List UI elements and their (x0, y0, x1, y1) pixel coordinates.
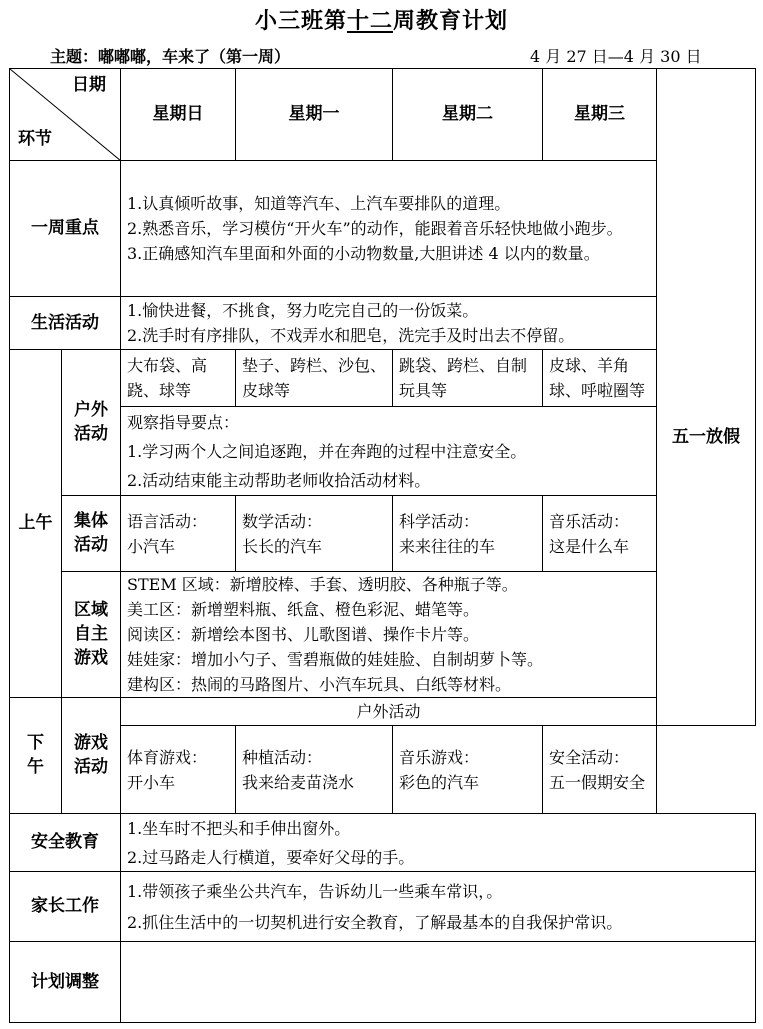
holiday-cell: 五一放假 (657, 69, 756, 726)
day-monday: 星期一 (236, 69, 393, 161)
safety-content (121, 814, 756, 872)
group-item-wednesday: 音乐活动： 这是什么车 (543, 496, 657, 572)
life-row (10, 297, 756, 350)
weekly-focus-label: 一周重点 (10, 161, 121, 297)
day-wednesday: 星期三 (543, 69, 657, 161)
afternoon-outdoor-header: 户外活动 (121, 698, 657, 726)
outdoor-material-sunday: 大布袋、高跷、球等 (121, 350, 236, 407)
area-line: STEM 区域：新增胶棒、手套、透明胶、各种瓶子等。 (127, 575, 518, 594)
group-label: 集体活动 (62, 496, 121, 572)
outdoor-label: 户外活动 (62, 350, 121, 496)
weekly-focus-line: 2.熟悉音乐，学习模仿“开火车”的动作，能跟着音乐轻快地做小跑步。 (127, 219, 623, 238)
parents-line: 2.抓住生活中的一切契机进行安全教育，了解最基本的自我保护常识。 (127, 912, 623, 932)
guide-line: 2.活动结束能主动帮助老师收拾活动材料。 (127, 470, 431, 490)
title-post: 周教育计划 (393, 8, 509, 34)
safety-line: 2.过马路走人行横道，要牵好父母的手。 (127, 847, 415, 867)
guide-line: 1.学习两个人之间追逐跑，并在奔跑的过程中注意安全。 (127, 441, 527, 461)
area-line: 美工区：新增塑料瓶、纸盒、橙色彩泥、蜡笔等。 (127, 600, 480, 619)
header-row (10, 69, 756, 161)
game-item-tuesday: 音乐游戏： 彩色的汽车 (393, 726, 543, 814)
outdoor-guide-row (10, 407, 756, 496)
game-item-monday: 种植活动： 我来给麦苗浇水 (236, 726, 393, 814)
morning-label: 上午 (10, 350, 62, 698)
life-label: 生活活动 (10, 297, 121, 350)
safety-label: 安全教育 (10, 814, 121, 872)
weekly-focus-line: 1.认真倾听故事，知道等汽车、上汽车要排队的道理。 (127, 194, 511, 213)
safety-row (10, 814, 756, 872)
game-label: 游戏活动 (62, 698, 121, 814)
area-row (10, 572, 756, 698)
afternoon-games-row (10, 726, 756, 814)
area-label: 区域自主游戏 (62, 572, 121, 698)
adjust-row (10, 942, 756, 1023)
game-item-wednesday: 安全活动： 五一假期安全 (543, 726, 657, 814)
day-tuesday: 星期二 (393, 69, 543, 161)
plan-table (9, 68, 756, 1023)
title-pre: 小三班第 (254, 8, 347, 34)
outdoor-material-wednesday: 皮球、羊角球、呼啦圈等 (543, 350, 657, 407)
parents-label: 家长工作 (10, 872, 121, 942)
outdoor-material-tuesday: 跳袋、跨栏、自制玩具等 (393, 350, 543, 407)
area-content (121, 572, 657, 698)
afternoon-label: 下午 (10, 698, 62, 814)
guide-title: 观察指导要点： (127, 412, 240, 432)
parents-row (10, 872, 756, 942)
header-diagonal-cell (10, 69, 121, 161)
title-week-number: 十二 (346, 8, 393, 34)
outdoor-guide-content (121, 407, 657, 496)
date-range: 4 月 27 日—4 月 30 日 (530, 47, 702, 66)
life-content (121, 297, 657, 350)
page-title (0, 4, 763, 35)
parents-content (121, 872, 756, 942)
theme-text: 主题：嘟嘟嘟，车来了（第一周） (50, 47, 291, 66)
group-row (10, 496, 756, 572)
area-line: 阅读区：新增绘本图书、儿歌图谱、操作卡片等。 (127, 625, 480, 644)
afternoon-header-row (10, 698, 756, 726)
area-line: 建构区：热闹的马路图片、小汽车玩具、白纸等材料。 (127, 675, 512, 694)
header-date-label: 日期 (72, 75, 106, 95)
group-item-sunday: 语言活动： 小汽车 (121, 496, 236, 572)
outdoor-materials-row (10, 350, 756, 407)
adjust-label: 计划调整 (10, 942, 121, 1023)
weekly-focus-row (10, 161, 756, 297)
group-item-monday: 数学活动： 长长的汽车 (236, 496, 393, 572)
life-line: 2.洗手时有序排队，不戏弄水和肥皂，洗完手及时出去不停留。 (127, 326, 575, 345)
group-item-tuesday: 科学活动： 来来往往的车 (393, 496, 543, 572)
outdoor-material-monday: 垫子、跨栏、沙包、皮球等 (236, 350, 393, 407)
area-line: 娃娃家：增加小勺子、雪碧瓶做的娃娃脸、自制胡萝卜等。 (127, 650, 544, 669)
game-item-sunday: 体育游戏： 开小车 (121, 726, 236, 814)
weekly-focus-line: 3.正确感知汽车里面和外面的小动物数量,大胆讲述 4 以内的数量。 (127, 244, 600, 263)
adjust-content (121, 942, 756, 1023)
weekly-focus-content (121, 161, 657, 297)
safety-line: 1.坐车时不把头和手伸出窗外。 (127, 818, 351, 838)
life-line: 1.愉快进餐，不挑食，努力吃完自己的一份饭菜。 (127, 301, 479, 320)
day-sunday: 星期日 (121, 69, 236, 161)
header-section-label: 环节 (18, 129, 52, 149)
parents-line: 1.带领孩子乘坐公共汽车，告诉幼儿一些乘车常识，。 (127, 881, 503, 901)
